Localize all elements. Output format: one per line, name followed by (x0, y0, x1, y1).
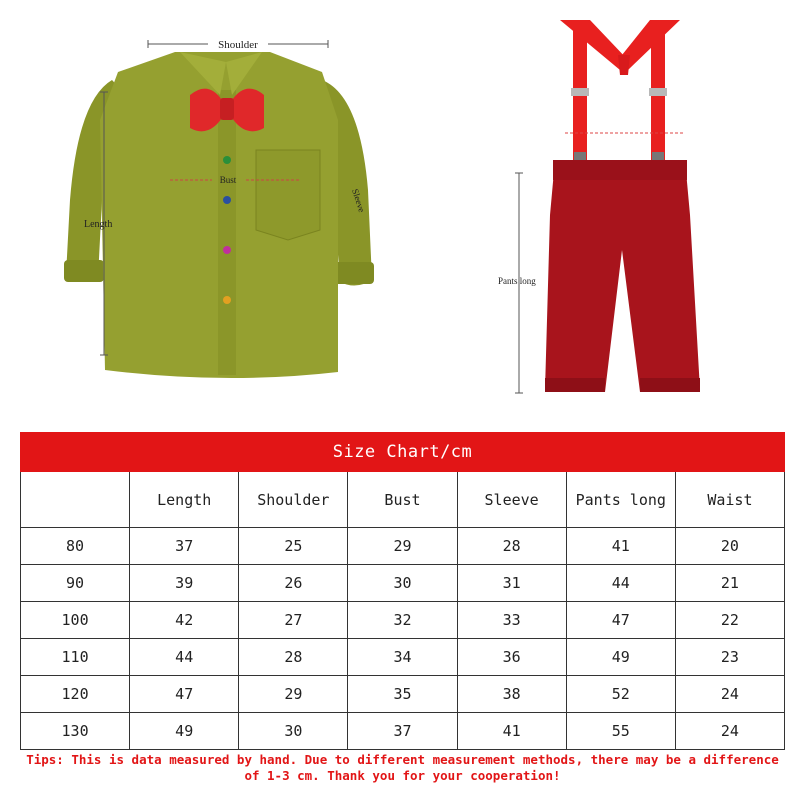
table-cell: 39 (130, 565, 239, 602)
table-cell: 33 (457, 602, 566, 639)
table-cell: 29 (239, 676, 348, 713)
table-header-row (21, 472, 785, 528)
column-header: Waist (675, 472, 784, 528)
pants-long-guide (498, 173, 536, 393)
table-cell: 38 (457, 676, 566, 713)
table-cell: 24 (675, 676, 784, 713)
table-cell: 41 (457, 713, 566, 750)
table-cell: 22 (675, 602, 784, 639)
size-chart-title: Size Chart/cm (21, 433, 785, 472)
size-cell: 110 (21, 639, 130, 676)
table-cell: 31 (457, 565, 566, 602)
pants-image (545, 20, 700, 392)
tips-text: Tips: This is data measured by hand. Due to different measurement methods, there may be a difference of 1-3 cm. Thank you for your cooperation! (26, 752, 779, 783)
size-cell: 80 (21, 528, 130, 565)
table-cell: 29 (348, 528, 457, 565)
table-cell: 28 (457, 528, 566, 565)
column-header: Shoulder (239, 472, 348, 528)
table-cell: 49 (566, 639, 675, 676)
table-cell: 32 (348, 602, 457, 639)
table-cell: 55 (566, 713, 675, 750)
shoulder-label: Shoulder (218, 39, 258, 51)
bust-label: Bust (219, 175, 237, 185)
table-cell: 27 (239, 602, 348, 639)
table-cell: 28 (239, 639, 348, 676)
table-cell: 25 (239, 528, 348, 565)
size-chart-body (21, 472, 785, 750)
table-cell: 47 (130, 676, 239, 713)
size-chart-table (20, 432, 785, 750)
table-cell: 24 (675, 713, 784, 750)
table-row (21, 676, 785, 713)
pants-long-label: Pants long (498, 276, 536, 286)
table-cell: 44 (130, 639, 239, 676)
size-cell: 90 (21, 565, 130, 602)
table-cell: 35 (348, 676, 457, 713)
column-header: Sleeve (457, 472, 566, 528)
length-label: Length (84, 219, 113, 230)
shirt-image (64, 52, 374, 378)
table-cell: 37 (348, 713, 457, 750)
size-cell: 120 (21, 676, 130, 713)
shoulder-guide (148, 39, 328, 51)
table-cell: 30 (239, 713, 348, 750)
table-cell: 23 (675, 639, 784, 676)
table-cell: 37 (130, 528, 239, 565)
table-cell: 36 (457, 639, 566, 676)
column-header: Bust (348, 472, 457, 528)
table-cell: 52 (566, 676, 675, 713)
table-cell: 49 (130, 713, 239, 750)
size-cell: 100 (21, 602, 130, 639)
table-row (21, 713, 785, 750)
table-cell: 30 (348, 565, 457, 602)
table-row (21, 639, 785, 676)
table-cell: 26 (239, 565, 348, 602)
column-header (21, 472, 130, 528)
table-row (21, 602, 785, 639)
column-header: Length (130, 472, 239, 528)
column-header: Pants long (566, 472, 675, 528)
table-cell: 21 (675, 565, 784, 602)
table-row (21, 528, 785, 565)
table-cell: 34 (348, 639, 457, 676)
size-chart (20, 432, 785, 750)
table-cell: 44 (566, 565, 675, 602)
table-row (21, 565, 785, 602)
table-cell: 41 (566, 528, 675, 565)
table-cell: 42 (130, 602, 239, 639)
sleeve-label: Sleeve (350, 187, 368, 214)
table-cell: 20 (675, 528, 784, 565)
size-cell: 130 (21, 713, 130, 750)
table-cell: 47 (566, 602, 675, 639)
